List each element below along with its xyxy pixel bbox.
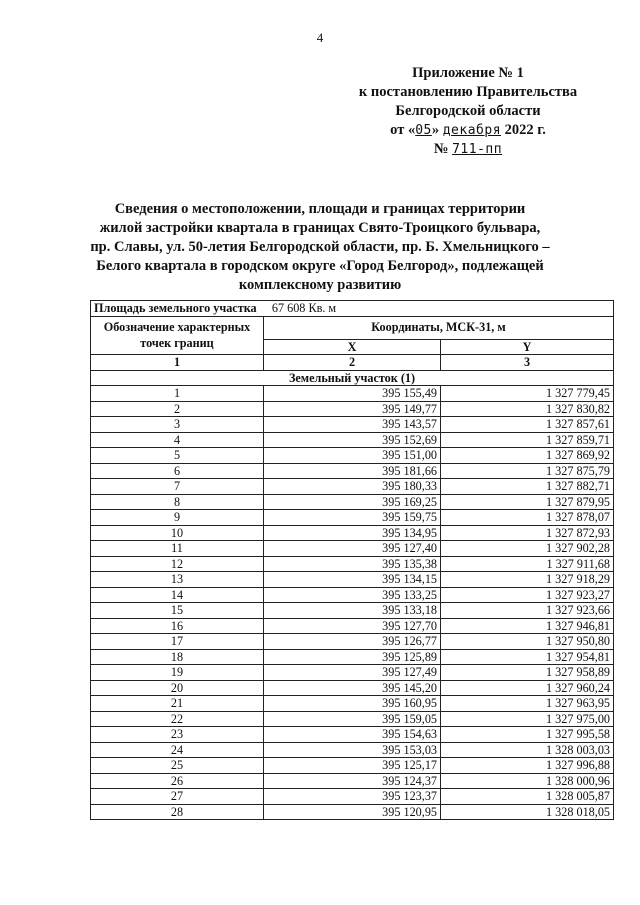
point-number: 20 bbox=[91, 680, 264, 696]
section-row bbox=[91, 370, 614, 386]
table-row bbox=[91, 680, 614, 696]
y-value: 1 327 995,58 bbox=[441, 727, 614, 743]
table-row bbox=[91, 448, 614, 464]
y-value: 1 328 005,87 bbox=[441, 789, 614, 805]
y-value: 1 327 859,71 bbox=[441, 432, 614, 448]
y-value: 1 327 857,61 bbox=[441, 417, 614, 433]
x-value: 395 125,17 bbox=[264, 758, 441, 774]
table-row bbox=[91, 386, 614, 402]
y-value: 1 328 003,03 bbox=[441, 742, 614, 758]
table-row bbox=[91, 665, 614, 681]
x-value: 395 127,70 bbox=[264, 618, 441, 634]
y-value: 1 327 960,24 bbox=[441, 680, 614, 696]
points-header: Обозначение характерных точек границ bbox=[91, 316, 264, 355]
title-line: Сведения о местоположении, площади и границах территории bbox=[114, 201, 526, 217]
y-value: 1 327 830,82 bbox=[441, 401, 614, 417]
x-value: 395 154,63 bbox=[264, 727, 441, 743]
point-number: 27 bbox=[91, 789, 264, 805]
x-value: 395 169,25 bbox=[264, 494, 441, 510]
y-value: 1 327 923,27 bbox=[441, 587, 614, 603]
y-value: 1 327 878,07 bbox=[441, 510, 614, 526]
y-value: 1 327 975,00 bbox=[441, 711, 614, 727]
table-row bbox=[91, 773, 614, 789]
x-value: 395 120,95 bbox=[264, 804, 441, 820]
date-month: декабря bbox=[442, 123, 502, 138]
x-value: 395 159,75 bbox=[264, 510, 441, 526]
coordinates-table bbox=[90, 300, 614, 820]
point-number: 23 bbox=[91, 727, 264, 743]
y-value: 1 327 869,92 bbox=[441, 448, 614, 464]
x-value: 395 151,00 bbox=[264, 448, 441, 464]
point-number: 5 bbox=[91, 448, 264, 464]
table-row bbox=[91, 727, 614, 743]
table-row bbox=[91, 618, 614, 634]
point-number: 4 bbox=[91, 432, 264, 448]
column-number-row bbox=[91, 355, 614, 371]
point-number: 18 bbox=[91, 649, 264, 665]
appendix-number bbox=[348, 140, 588, 159]
column-number: 2 bbox=[264, 355, 441, 371]
y-value: 1 327 996,88 bbox=[441, 758, 614, 774]
table-row bbox=[91, 634, 614, 650]
title-line: комплексному развитию bbox=[238, 277, 402, 293]
x-value: 395 123,37 bbox=[264, 789, 441, 805]
coords-header: Координаты, МСК-31, м bbox=[264, 316, 614, 339]
x-value: 395 180,33 bbox=[264, 479, 441, 495]
y-value: 1 327 954,81 bbox=[441, 649, 614, 665]
y-value: 1 327 879,95 bbox=[441, 494, 614, 510]
point-number: 9 bbox=[91, 510, 264, 526]
point-number: 1 bbox=[91, 386, 264, 402]
y-value: 1 327 963,95 bbox=[441, 696, 614, 712]
x-value: 395 134,15 bbox=[264, 572, 441, 588]
table-row bbox=[91, 649, 614, 665]
y-value: 1 327 958,89 bbox=[441, 665, 614, 681]
table-row bbox=[91, 758, 614, 774]
column-number: 1 bbox=[91, 355, 264, 371]
x-value: 395 181,66 bbox=[264, 463, 441, 479]
area-value: 67 608 Кв. м bbox=[271, 301, 337, 315]
x-value: 395 145,20 bbox=[264, 680, 441, 696]
x-value: 395 143,57 bbox=[264, 417, 441, 433]
table-row bbox=[91, 572, 614, 588]
section-title: Земельный участок (1) bbox=[91, 370, 614, 386]
appendix-title: Приложение № 1 bbox=[412, 65, 524, 81]
table-row bbox=[91, 789, 614, 805]
x-value: 395 152,69 bbox=[264, 432, 441, 448]
point-number: 14 bbox=[91, 587, 264, 603]
table-row bbox=[91, 401, 614, 417]
table-row bbox=[91, 479, 614, 495]
table-row bbox=[91, 463, 614, 479]
area-label: Площадь земельного участка bbox=[94, 301, 257, 315]
point-number: 11 bbox=[91, 541, 264, 557]
point-number: 7 bbox=[91, 479, 264, 495]
point-number: 26 bbox=[91, 773, 264, 789]
y-value: 1 327 875,79 bbox=[441, 463, 614, 479]
date-mid: » bbox=[431, 122, 440, 138]
x-value: 395 134,95 bbox=[264, 525, 441, 541]
y-value: 1 327 923,66 bbox=[441, 603, 614, 619]
y-value: 1 327 950,80 bbox=[441, 634, 614, 650]
x-value: 395 127,49 bbox=[264, 665, 441, 681]
point-number: 17 bbox=[91, 634, 264, 650]
point-number: 16 bbox=[91, 618, 264, 634]
x-value: 395 126,77 bbox=[264, 634, 441, 650]
point-number: 10 bbox=[91, 525, 264, 541]
x-value: 395 153,03 bbox=[264, 742, 441, 758]
x-value: 395 125,89 bbox=[264, 649, 441, 665]
date-day: 05 bbox=[415, 123, 432, 138]
document-title bbox=[70, 200, 570, 295]
y-value: 1 327 872,93 bbox=[441, 525, 614, 541]
table-row bbox=[91, 696, 614, 712]
title-line: жилой застройки квартала в границах Свято-Троицкого бульвара, bbox=[99, 220, 541, 236]
x-value: 395 127,40 bbox=[264, 541, 441, 557]
date-year: 2022 г. bbox=[504, 122, 546, 138]
column-number: 3 bbox=[441, 355, 614, 371]
appendix-region: Белгородской области bbox=[395, 103, 541, 119]
table-row bbox=[91, 603, 614, 619]
appendix-date bbox=[348, 121, 588, 140]
number-prefix: № bbox=[433, 141, 449, 157]
x-value: 395 135,38 bbox=[264, 556, 441, 572]
table-row bbox=[91, 494, 614, 510]
point-number: 8 bbox=[91, 494, 264, 510]
header-row bbox=[91, 316, 614, 339]
point-number: 22 bbox=[91, 711, 264, 727]
y-value: 1 327 946,81 bbox=[441, 618, 614, 634]
x-value: 395 149,77 bbox=[264, 401, 441, 417]
y-value: 1 327 902,28 bbox=[441, 541, 614, 557]
table-row bbox=[91, 541, 614, 557]
point-number: 15 bbox=[91, 603, 264, 619]
y-value: 1 328 000,96 bbox=[441, 773, 614, 789]
area-row bbox=[91, 301, 614, 317]
appendix-block bbox=[348, 64, 588, 159]
table-row bbox=[91, 417, 614, 433]
y-value: 1 328 018,05 bbox=[441, 804, 614, 820]
table-row bbox=[91, 432, 614, 448]
table-row bbox=[91, 525, 614, 541]
point-number: 21 bbox=[91, 696, 264, 712]
y-value: 1 327 779,45 bbox=[441, 386, 614, 402]
y-value: 1 327 918,29 bbox=[441, 572, 614, 588]
x-value: 395 155,49 bbox=[264, 386, 441, 402]
point-number: 24 bbox=[91, 742, 264, 758]
appendix-resolution: к постановлению Правительства bbox=[358, 84, 578, 100]
x-value: 395 160,95 bbox=[264, 696, 441, 712]
y-value: 1 327 882,71 bbox=[441, 479, 614, 495]
point-number: 19 bbox=[91, 665, 264, 681]
point-number: 2 bbox=[91, 401, 264, 417]
table-row bbox=[91, 587, 614, 603]
x-value: 395 133,18 bbox=[264, 603, 441, 619]
point-number: 28 bbox=[91, 804, 264, 820]
number-value: 711-пп bbox=[452, 142, 503, 157]
table-row bbox=[91, 742, 614, 758]
table-row bbox=[91, 711, 614, 727]
point-number: 6 bbox=[91, 463, 264, 479]
page-number: 4 bbox=[316, 30, 324, 45]
title-line: Белого квартала в городском округе «Город Белгород», подлежащей bbox=[96, 258, 544, 274]
date-prefix: от « bbox=[390, 122, 416, 138]
y-header: Y bbox=[441, 339, 614, 355]
table-row bbox=[91, 556, 614, 572]
title-line: пр. Славы, ул. 50-летия Белгородской области, пр. Б. Хмельницкого – bbox=[90, 239, 550, 255]
y-value: 1 327 911,68 bbox=[441, 556, 614, 572]
x-value: 395 124,37 bbox=[264, 773, 441, 789]
x-value: 395 159,05 bbox=[264, 711, 441, 727]
point-number: 25 bbox=[91, 758, 264, 774]
table-row bbox=[91, 804, 614, 820]
point-number: 3 bbox=[91, 417, 264, 433]
table-row bbox=[91, 510, 614, 526]
area-cell bbox=[91, 301, 614, 317]
point-number: 12 bbox=[91, 556, 264, 572]
x-value: 395 133,25 bbox=[264, 587, 441, 603]
x-header: X bbox=[264, 339, 441, 355]
point-number: 13 bbox=[91, 572, 264, 588]
